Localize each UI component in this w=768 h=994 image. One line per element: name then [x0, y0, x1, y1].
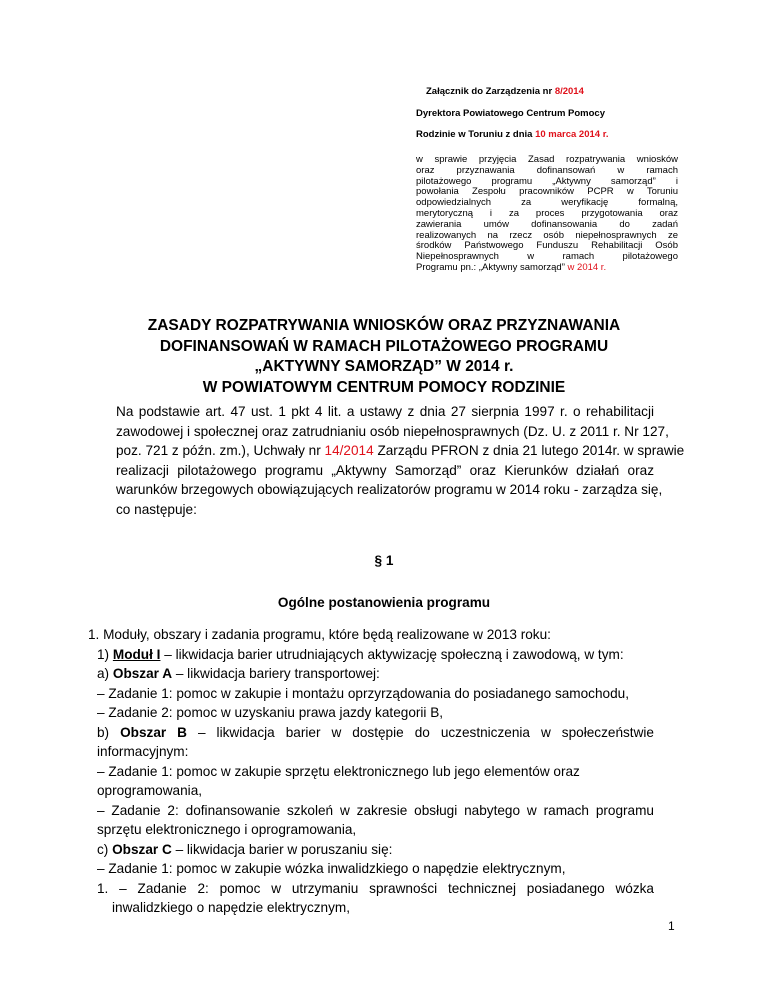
section-heading: Ogólne postanowienia programu [277, 595, 491, 610]
list-item: a) Obszar A – likwidacja bariery transportowej: [97, 666, 380, 681]
resolution-number: 14/2014 [324, 443, 374, 458]
program-modules-list [88, 625, 654, 918]
list-item: – Zadanie 2: pomoc w uzyskaniu prawa jazdy kategorii B, [97, 705, 444, 720]
section-symbol: § 1 [374, 553, 394, 568]
list-item: 1. Moduły, obszary i zadania programu, które będą realizowane w 2013 roku: [88, 627, 551, 642]
order-subject: w sprawie przyjęcia Zasad rozpatrywania wniosków oraz przyznawania dofinansowań w ramach pilotażowego programu „Aktywny samorząd” i powołania Zespołu pracowników PCPR w Toruniu odpowiedzialnych za weryfikację formalną, merytoryczną i za proces przygotowania oraz zawierania umów dofinansowania do zadań realizowanych na rzecz osób niepełnosprawnych ze środków Państwowego Funduszu Rehabilitacji Osób Niepełnosprawnych w ramach pilotażowego Programu pn.: „Aktywny samorząd” w 2014 r. [416, 154, 678, 273]
document-title: ZASADY ROZPATRYWANIA WNIOSKÓW ORAZ PRZYZNAWANIA DOFINANSOWAŃ W RAMACH PILOTAŻOWEGO PROGRAMU „AKTYWNY SAMORZĄD” W 2014 r. W POWIATOWYM CENTRUM POMOCY RODZINIE [147, 317, 621, 396]
order-number: 8/2014 [554, 86, 584, 97]
legal-basis-paragraph: Na podstawie art. 47 ust. 1 pkt 4 lit. a ustawy z dnia 27 sierpnia 1997 r. o rehabilitacji zawodowej i społecznej oraz zatrudnianiu osób niepełnosprawnych (Dz. U. z 2011 r. Nr 127, poz. 721 z późn. zm.), Uchwały nr 14/2014 Zarządu PFRON z dnia 21 lutego 2014r. w sprawie realizacji pilotażowego programu „Aktywny Samorząd” oraz Kierunków działań oraz warunków brzegowych obowiązujących realizatorów programu w 2014 roku - zarządza się, co następuje: [116, 404, 685, 517]
list-item: 1. – Zadanie 2: pomoc w utrzymaniu sprawności technicznej posiadanego wózka [97, 880, 654, 896]
director-line: Dyrektora Powiatowego Centrum Pomocy [416, 108, 605, 119]
annex-line: Załącznik do Zarządzenia nr 8/2014 [426, 86, 584, 97]
list-item: informacyjnym: [97, 744, 189, 759]
list-item: – Zadanie 1: pomoc w zakupie sprzętu elektronicznego lub jego elementów oraz [97, 763, 580, 779]
order-date: 10 marca 2014 r. [535, 129, 609, 140]
list-item: – Zadanie 1: pomoc w zakupie i montażu oprzyrządowania do posiadanego samochodu, [97, 685, 629, 701]
list-item: – Zadanie 2: dofinansowanie szkoleń w zakresie obsługi nabytego w ramach programu [97, 802, 654, 818]
list-item: sprzętu elektronicznego i oprogramowania, [97, 822, 357, 837]
list-item: oprogramowania, [97, 783, 203, 798]
list-item: b) Obszar B – likwidacja barier w dostępie do uczestniczenia w społeczeństwie [97, 724, 654, 740]
date-line: Rodzinie w Toruniu z dnia 10 marca 2014 r. [416, 129, 609, 140]
page-number: 1 [668, 919, 675, 933]
list-item: inwalidzkiego o napędzie elektrycznym, [112, 900, 351, 915]
list-item: 1) Moduł I – likwidacja barier utrudniających aktywizację społeczną i zawodową, w tym: [97, 646, 624, 662]
list-item: – Zadanie 1: pomoc w zakupie wózka inwalidzkiego o napędzie elektrycznym, [97, 861, 566, 876]
list-item: c) Obszar C – likwidacja barier w poruszaniu się: [97, 841, 393, 857]
